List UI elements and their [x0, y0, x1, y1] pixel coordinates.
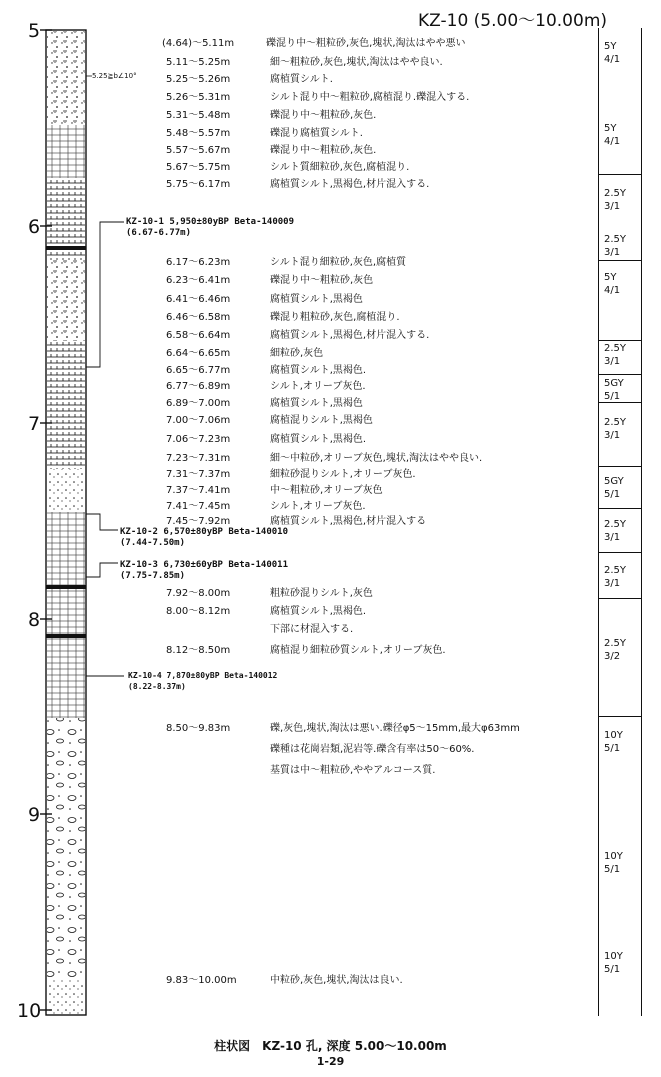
layer-desc: 腐植質シルト,黒褐色. [270, 606, 367, 617]
depth-label-5: 5 [28, 20, 41, 42]
layer-row [166, 162, 409, 174]
layer-desc: 腐植混り細粒砂質シルト,オリーブ灰色. [270, 645, 446, 656]
munsell-value: 5/1 [604, 743, 621, 754]
munsell-hue: 2.5Y [604, 417, 627, 428]
layer-range: 5.25〜5.26m [166, 74, 231, 85]
layer-desc: 礫,灰色,塊状,淘汰は悪い.礫径φ5〜15mm,最大φ63mm [270, 723, 520, 734]
layer-row [166, 179, 429, 191]
layer-row [166, 312, 400, 324]
layer-row [166, 415, 373, 427]
munsell-hue: 5Y [604, 123, 617, 134]
munsell-value: 4/1 [604, 136, 621, 147]
munsell-entry [604, 416, 638, 442]
munsell-entry [604, 342, 638, 368]
munsell-entry [604, 271, 638, 297]
layer-range: 6.64〜6.65m [166, 348, 231, 359]
layer-range: 6.23〜6.41m [166, 275, 231, 286]
sample-id: KZ-10-1 [126, 217, 164, 227]
layer-row [166, 723, 520, 735]
color-divider [598, 508, 642, 509]
color-divider [598, 598, 642, 599]
layer-row [166, 110, 376, 122]
sample-lab: Beta-140011 [228, 560, 288, 570]
munsell-entry [604, 637, 638, 663]
layer-desc: 腐植質シルト,黒褐色. [270, 365, 367, 376]
sample-id: KZ-10-3 [120, 560, 158, 570]
layer-desc: シルト質細粒砂,灰色,腐植混り. [270, 162, 410, 173]
color-divider [598, 716, 642, 717]
layer-row [166, 257, 406, 269]
sample-lab: Beta-140012 [224, 671, 278, 680]
layer-range: 6.41〜6.46m [166, 294, 231, 305]
sample-lab: Beta-140009 [234, 217, 294, 227]
layer-range: 8.50〜9.83m [166, 723, 231, 734]
munsell-entry [604, 850, 638, 876]
sample-depth: (6.67-6.77m) [126, 228, 192, 238]
layer-row [166, 606, 366, 618]
munsell-hue: 5GY [604, 476, 624, 487]
layer-row [166, 434, 366, 446]
munsell-hue: 10Y [604, 730, 623, 741]
layer-desc: 中粒砂,灰色,塊状,淘汰は良い. [270, 975, 403, 986]
layer-desc: シルト,オリーブ灰色. [270, 501, 366, 512]
munsell-entry [604, 950, 638, 976]
munsell-entry [604, 377, 638, 403]
munsell-entry [604, 187, 638, 213]
sample-age: 7,870±80yBP [166, 671, 220, 680]
layer-desc: 腐植質シルト,黒褐色 [270, 294, 363, 305]
layer-desc: 礫混り中〜粗粒砂,灰色,塊状,淘汰はやや悪い [266, 38, 466, 49]
layer-range: (4.64)〜5.11m [162, 38, 235, 49]
layer-row [162, 38, 466, 50]
layer-range: 8.12〜8.50m [166, 645, 231, 656]
munsell-value: 5/1 [604, 864, 621, 875]
layer-range: 5.57〜5.67m [166, 145, 231, 156]
layer-row [166, 975, 403, 987]
color-divider [598, 340, 642, 341]
munsell-hue: 2.5Y [604, 343, 627, 354]
layer-row [166, 145, 376, 157]
layer-range: 7.41〜7.45m [166, 501, 231, 512]
layer-range: 6.77〜6.89m [166, 381, 231, 392]
layer-desc: 腐植質シルト. [270, 74, 333, 85]
layer-range: 6.65〜6.77m [166, 365, 231, 376]
munsell-hue: 10Y [604, 951, 623, 962]
layer-desc: 腐植混りシルト,黒褐色 [270, 415, 373, 426]
layer-row [166, 398, 363, 410]
layer-range: 8.00〜8.12m [166, 606, 231, 617]
layer-range: 5.48〜5.57m [166, 128, 231, 139]
munsell-value: 3/1 [604, 578, 621, 589]
layer-desc: 細粒砂,灰色 [270, 348, 324, 359]
layer-desc: 礫混り中〜粗粒砂,灰色. [270, 145, 377, 156]
layer-row [166, 348, 323, 360]
munsell-hue: 2.5Y [604, 234, 627, 245]
layer-row [166, 469, 416, 481]
layer-range: 7.45〜7.92m [166, 516, 231, 527]
layer-desc: シルト混り中〜粗粒砂,腐植混り.礫混入する. [270, 92, 470, 103]
depth-label-8: 8 [28, 609, 41, 631]
log-title: KZ-10 (5.00〜10.00m) [418, 11, 608, 31]
munsell-hue: 5Y [604, 272, 617, 283]
munsell-hue: 5GY [604, 378, 624, 389]
layer-range: 5.31〜5.48m [166, 110, 231, 121]
layer-desc: 礫混り中〜粗粒砂,灰色. [270, 110, 377, 121]
figure-caption: 柱状図 KZ-10 孔, 深度 5.00〜10.00m [214, 1039, 447, 1053]
sample-age: 5,950±80yBP [169, 217, 229, 227]
layer-desc: 中〜粗粒砂,オリーブ灰色 [270, 485, 383, 496]
layer-row [166, 365, 366, 377]
layer-desc: 細〜中粒砂,オリーブ灰色,塊状,淘汰はやや良い. [270, 453, 483, 464]
layer-range: 9.83〜10.00m [166, 975, 237, 986]
color-divider [598, 552, 642, 553]
color-divider [598, 260, 642, 261]
layer-range: 7.06〜7.23m [166, 434, 231, 445]
sample-depth: (7.44-7.50m) [120, 538, 186, 548]
layer-range: 6.46〜6.58m [166, 312, 231, 323]
layer-desc: 礫混り中〜粗粒砂,灰色 [270, 275, 374, 286]
layer-row [166, 294, 363, 306]
color-divider [598, 466, 642, 467]
munsell-hue: 10Y [604, 851, 623, 862]
layer-row [166, 485, 383, 497]
layer-desc: シルト,オリーブ灰色. [270, 381, 366, 392]
layer-desc: 腐植質シルト,黒褐色,材片混入する. [270, 179, 430, 190]
munsell-entry [604, 475, 638, 501]
munsell-entry [604, 564, 638, 590]
page-number: 1-29 [316, 1055, 345, 1068]
munsell-entry [604, 729, 638, 755]
depth-label-6: 6 [28, 216, 41, 238]
layer-range: 5.26〜5.31m [166, 92, 231, 103]
color-divider [598, 174, 642, 175]
munsell-value: 3/1 [604, 247, 621, 258]
munsell-hue: 2.5Y [604, 188, 627, 199]
sample-label [126, 217, 294, 239]
depth-label-7: 7 [28, 413, 41, 435]
layer-desc: 腐植質シルト,黒褐色. [270, 434, 367, 445]
munsell-value: 5/1 [604, 964, 621, 975]
munsell-value: 3/2 [604, 651, 621, 662]
layer-desc: 粗粒砂混りシルト,灰色 [270, 588, 373, 599]
layer-desc: 礫種は花崗岩類,泥岩等.礫含有率は50〜60%. [270, 744, 475, 755]
layer-row [166, 92, 469, 104]
munsell-value: 3/1 [604, 430, 621, 441]
layer-range: 7.37〜7.41m [166, 485, 231, 496]
sample-label [120, 560, 288, 582]
layer-row [166, 501, 366, 513]
layer-range: 5.11〜5.25m [166, 57, 231, 68]
depth-label-10: 10 [17, 1000, 42, 1022]
layer-row [166, 128, 363, 140]
layer-desc: 細〜粗粒砂,灰色,塊状,淘汰はやや良い. [270, 57, 443, 68]
munsell-value: 3/1 [604, 356, 621, 367]
layer-row [166, 57, 443, 69]
munsell-value: 4/1 [604, 285, 621, 296]
layer-row [166, 645, 446, 657]
layer-desc: 礫混り粗粒砂,灰色,腐植混り. [270, 312, 400, 323]
sample-id: KZ-10-4 [128, 671, 162, 680]
layer-desc: 腐植質シルト,黒褐色,材片混入する [270, 516, 427, 527]
layer-desc: 基質は中〜粗粒砂,ややアルコース質. [270, 765, 436, 776]
layer-desc: 腐植質シルト,黒褐色,材片混入する. [270, 330, 430, 341]
sample-label [120, 527, 288, 549]
layer-row [166, 453, 482, 465]
layer-row [166, 744, 475, 756]
layer-row [166, 588, 373, 600]
munsell-hue: 5Y [604, 41, 617, 52]
layer-desc: 腐植質シルト,黒褐色 [270, 398, 363, 409]
layer-row [166, 275, 373, 287]
layer-range: 7.23〜7.31m [166, 453, 231, 464]
munsell-hue: 2.5Y [604, 565, 627, 576]
munsell-entry [604, 518, 638, 544]
sample-age: 6,730±60yBP [163, 560, 223, 570]
sample-age: 6,570±80yBP [163, 527, 223, 537]
munsell-value: 5/1 [604, 391, 621, 402]
sample-label [128, 670, 277, 692]
munsell-hue: 2.5Y [604, 519, 627, 530]
color-divider [598, 374, 642, 375]
layer-row [166, 74, 333, 86]
layer-range: 7.31〜7.37m [166, 469, 231, 480]
munsell-value: 4/1 [604, 54, 621, 65]
layer-range: 5.67〜5.75m [166, 162, 231, 173]
layer-desc: 細粒砂混りシルト,オリーブ灰色. [270, 469, 416, 480]
munsell-hue: 2.5Y [604, 638, 627, 649]
layer-desc: シルト混り細粒砂,灰色,腐植質 [270, 257, 407, 268]
layer-range: 6.89〜7.00m [166, 398, 231, 409]
layer-desc: 礫混り腐植質シルト. [270, 128, 363, 139]
layer-range: 5.75〜6.17m [166, 179, 231, 190]
layer-row [166, 624, 353, 636]
munsell-value: 5/1 [604, 489, 621, 500]
munsell-value: 3/1 [604, 201, 621, 212]
depth-label-9: 9 [28, 804, 41, 826]
layer-row [166, 381, 366, 393]
sample-depth: (7.75-7.85m) [120, 571, 186, 581]
munsell-entry [604, 233, 638, 259]
munsell-entry [604, 122, 638, 148]
layer-range: 6.58〜6.64m [166, 330, 231, 341]
layer-row [166, 330, 429, 342]
layer-row [166, 765, 435, 777]
munsell-entry [604, 40, 638, 66]
sample-depth: (8.22-8.37m) [128, 682, 186, 691]
layer-range: 7.92〜8.00m [166, 588, 231, 599]
sample-lab: Beta-140010 [228, 527, 288, 537]
munsell-value: 3/1 [604, 532, 621, 543]
inclination-note: 5.25≧b∠10° [92, 72, 137, 80]
layer-desc: 下部に材混入する. [270, 624, 354, 635]
layer-range: 6.17〜6.23m [166, 257, 231, 268]
sample-id: KZ-10-2 [120, 527, 158, 537]
layer-range: 7.00〜7.06m [166, 415, 231, 426]
